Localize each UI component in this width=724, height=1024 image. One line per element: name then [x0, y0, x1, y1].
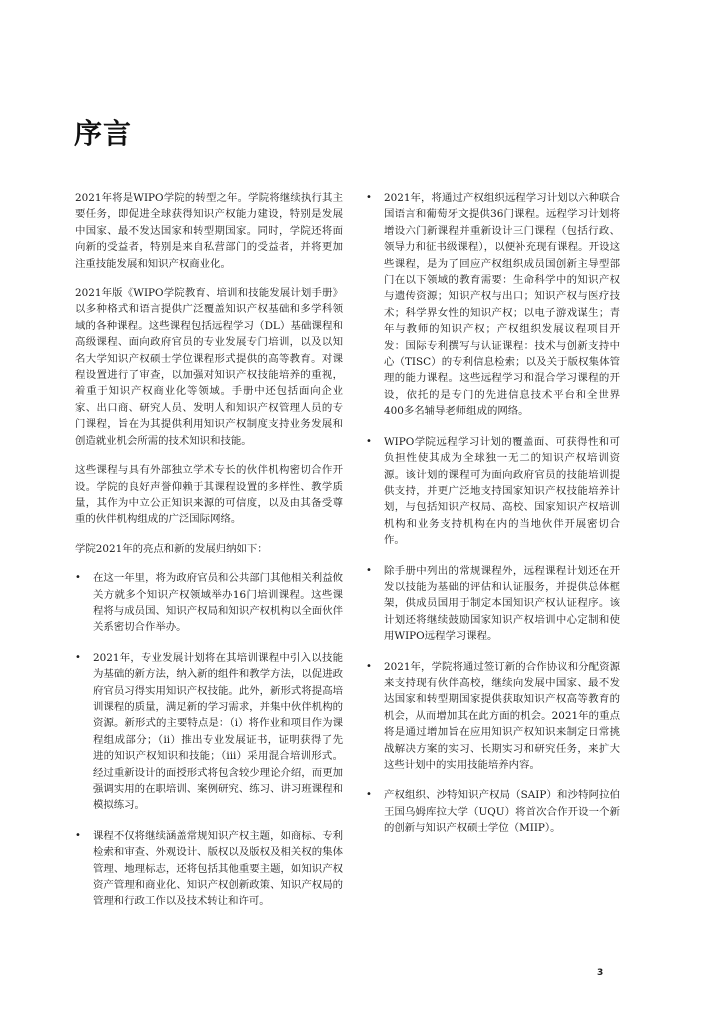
list-item-text: 2021年，将通过产权组织远程学习计划以六种联合国语言和葡萄牙文提供36门课程。远程学习计划将增设六门新课程并重新设计三门课程（包括行政、领导力和征书级课程），以便补充现有课程。开设这些课程，是为了回应产权组织成员国创新主导型部门在以下领域的教育需要：生命科学中的知识产权与遗传资源；知识产权与出口；知识产权与医疗技术；科学界女性的知识产权；以电子游戏谋生；青年与教师的知识产权；产权组织发展议程项目开发：国际专利撰写与认证课程：技术与创新支持中心（TISC）的专利信息检索；以及关于版权集体管理的能力课程。这些远程学习和混合学习课程的开设，依托的是专门的先进信息技术平台和全世界400多名辅导老师组成的网络。 [384, 192, 620, 418]
highlights-list-right [366, 190, 620, 837]
list-item-text: 产权组织、沙特知识产权局（SAIP）和沙特阿拉伯王国乌姆库拉大学（UQU）将首次合作开设一个新的创新与知识产权硕士学位（MIIP）。 [384, 789, 620, 835]
list-item [75, 570, 343, 636]
right-column [366, 190, 620, 851]
list-item [366, 563, 620, 645]
bullet-icon: • [366, 564, 372, 576]
bullet-icon: • [366, 789, 372, 801]
bullet-icon: • [366, 435, 372, 447]
page-title: 序言 [74, 117, 133, 150]
bullet-icon: • [75, 829, 81, 841]
list-item-text: 除手册中列出的常规课程外，远程课程计划还在开发以技能为基础的评估和认证服务，并提供总体框架，供成员国用于制定本国知识产权认证程序。该计划还将继续鼓励国家知识产权培训中心定制和使用WIPO远程学习课程。 [384, 564, 620, 643]
list-item-text: 2021年，专业发展计划将在其培训课程中引入以技能为基础的新方法，纳入新的组件和教学方法，以促进政府官员习得实用知识产权技能。此外，新形式将提高培训课程的质量，满足新的学习需求，并集中伙伴机构的资源。新形式的主要特点是：（i）将作业和项目作为课程组成部分；（ii）推出专业发展证书，证明获得了先进的知识产权知识和技能；（iii）采用混合培训形式。经过重新设计的面授形式将包含较少理论介绍，而更加强调实用的在职培训、案例研究、练习、讲习班课程和模拟练习。 [93, 651, 343, 812]
list-item-text: 在这一年里，将为政府官员和公共部门其他相关利益攸关方就多个知识产权领域举办16门培训课程。这些课程将与成员国、知识产权局和知识产权机构以全面伙伴关系密切合作举办。 [93, 572, 343, 634]
list-item [75, 650, 343, 814]
bullet-icon: • [75, 651, 81, 663]
intro-paragraph: 2021年将是WIPO学院的转型之年。学院将继续执行其主要任务，即促进全球获得知识产权能力建设，特别是发展中国家、最不发达国家和转型期国家。同时，学院还将面向新的受益者，特别是来自私营部门的受益者，并将更加注重技能发展和知识产权商业化。 [75, 192, 343, 270]
highlights-list-left [75, 570, 343, 910]
bullet-icon: • [366, 660, 372, 672]
list-item [366, 659, 620, 774]
bullet-icon: • [75, 572, 81, 584]
handbook-paragraph: 2021年版《WIPO学院教育、培训和技能发展计划手册》以多种格式和语言提供广泛覆盖知识产权基础和多学科领域的各种课程。这些课程包括远程学习（DL）基础课程和高级课程、面向政府官员的专业发展专门培训，以及以知名大学知识产权硕士学位课程形式提供的高等教育。对课程设置进行了审查，以加强对知识产权技能培养的重视，着重于知识产权商业化等领域。手册中还包括面向企业家、出口商、研究人员、发明人和知识产权管理人员的专门课程，旨在为其提供利用知识产权制度支持业务发展和创造就业机会所需的技术知识和技能。 [75, 287, 343, 447]
partners-paragraph: 这些课程与具有外部独立学术专长的伙伴机构密切合作开设。学院的良好声誉仰赖于其课程设置的多样性、教学质量，其作为中立公正知识来源的可信度，以及由其备受尊重的伙伴机构组成的广泛国际网络。 [75, 464, 343, 526]
list-item [366, 787, 620, 836]
list-item-text: 2021年，学院将通过签订新的合作协议和分配资源来支持现有伙伴高校，继续向发展中国家、最不发达国家和转型期国家提供获取知识产权高等教育的机会，从而增加其在此方面的机会。2021年的重点将是通过增加旨在应用知识产权知识来制定日常挑战解决方案的实习、长期实习和研究任务，来扩大这些计划中的实用技能培养内容。 [384, 660, 620, 771]
list-item [75, 828, 343, 910]
list-item [366, 434, 620, 549]
list-item [366, 190, 620, 420]
left-column [75, 190, 343, 924]
list-item-text: 课程不仅将继续涵盖常规知识产权主题，如商标、专利检索和审查、外观设计、版权以及版权及相关权的集体管理、地理标志，还将包括其他重要主题，如知识产权资产管理和商业化、知识产权创新政策、知识产权局的管理和行政工作以及技术转让和许可。 [93, 829, 343, 908]
list-item-text: WIPO学院远程学习计划的覆盖面、可获得性和可负担性使其成为全球独一无二的知识产权培训资源。该计划的课程可为面向政府官员的技能培训提供支持，并更广泛地支持国家知识产权技能培养计划，与包括知识产权局、高校、国家知识产权培训机构和业务支持机构在内的当地伙伴开展密切合作。 [384, 435, 620, 547]
bullet-icon: • [366, 192, 372, 203]
page-number: 3 [597, 968, 604, 978]
highlights-lead: 学院2021年的亮点和新的发展归纳如下： [75, 542, 268, 555]
